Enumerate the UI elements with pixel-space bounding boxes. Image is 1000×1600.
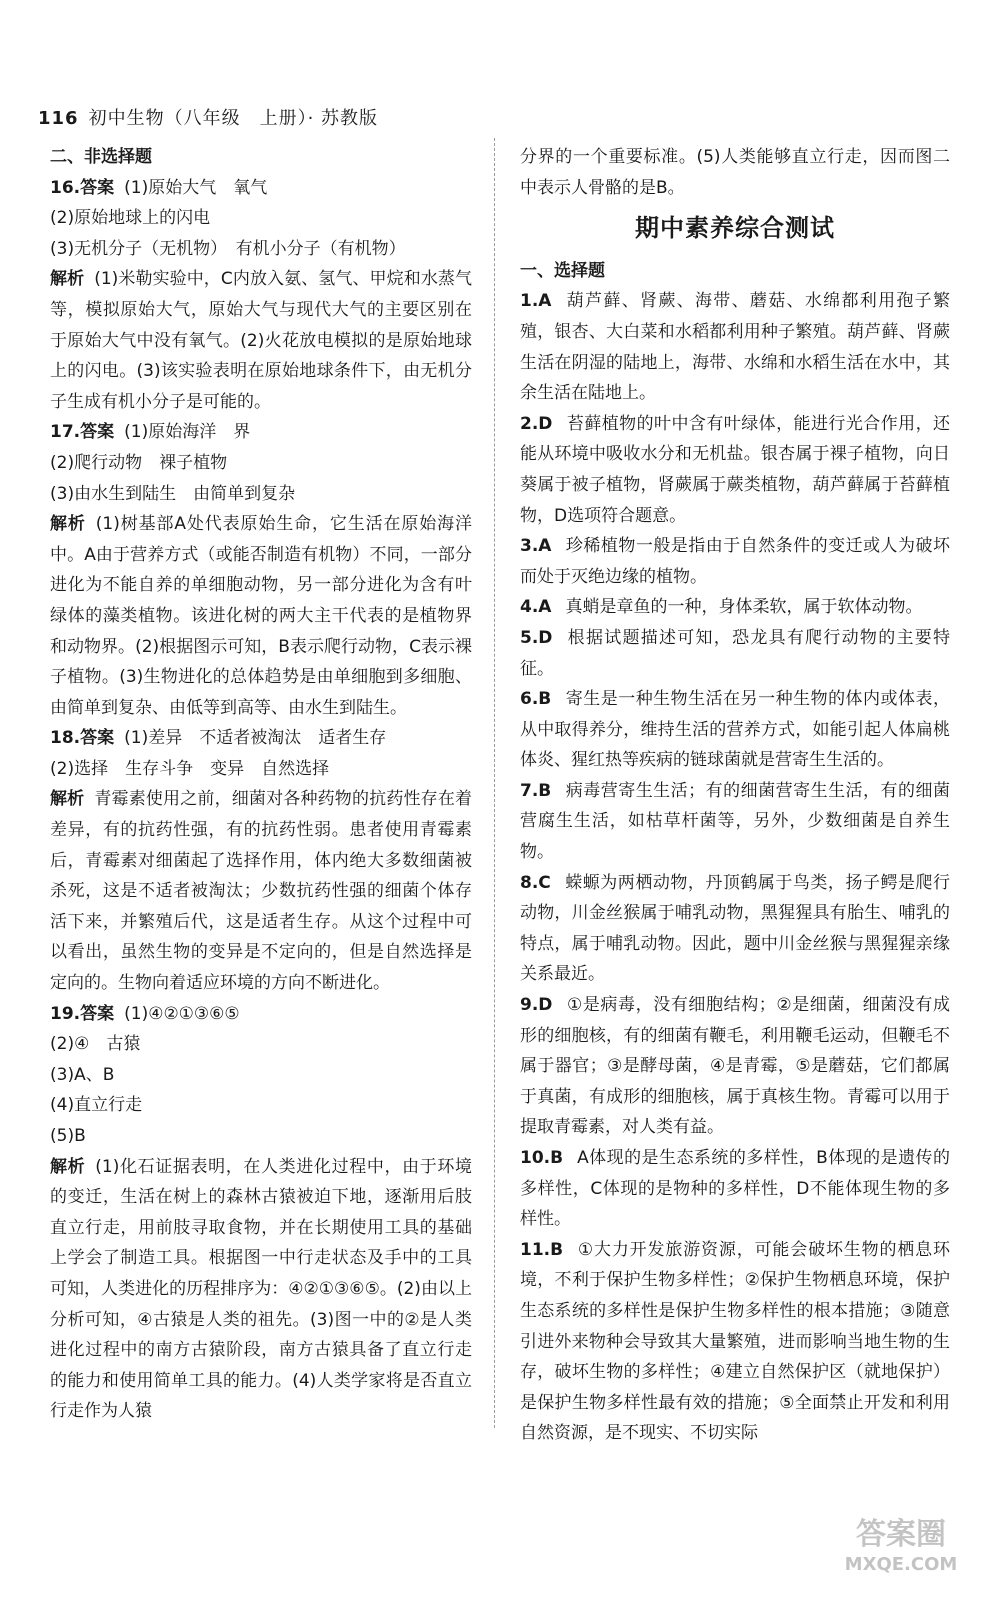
question-number: 19.: [50, 1003, 81, 1024]
choice-explanation: ①是病毒，没有细胞结构；②是细菌，细菌没有成形的细胞核，有的细菌有鞭毛，利用鞭毛运动，但鞭毛不属于器官；③是酵母菌，④是青霉，⑤是蘑菇，它们都属于真菌，有成形的细胞核，属于真核生物。青霉可以用于提取青霉素，对人类有益。: [520, 995, 950, 1138]
choice-number: 5.D: [520, 627, 553, 648]
answer-line: (1)差异 不适者被淘汰 适者生存: [124, 728, 387, 749]
question-number: 17.: [50, 422, 81, 443]
choice-item: [520, 990, 950, 1143]
question-17: [50, 417, 472, 723]
choice-explanation: A体现的是生态系统的多样性，B体现的是遗传的多样性，C体现的是物种的多样性，D不能体现生物的多样性。: [520, 1148, 950, 1230]
right-column: [520, 142, 950, 1449]
answer-label: 答案: [80, 422, 115, 443]
question-19: [50, 999, 472, 1427]
choice-number: 2.D: [520, 413, 553, 434]
choice-item: [520, 623, 950, 684]
explanation-label: 解析: [50, 269, 85, 290]
choice-number: 7.B: [520, 780, 552, 801]
question-16: [50, 173, 472, 418]
book-title: 初中生物（八年级 上册）· 苏教版: [88, 108, 379, 129]
choice-item: [520, 286, 950, 408]
answer-line: (2)原始地球上的闪电: [50, 208, 211, 229]
choice-explanation: 寄生是一种生物生活在另一种生物的体内或体表，从中取得养分，维持生活的营养方式，如能引起人体扁桃体炎、猩红热等疾病的链球菌就是营寄生生活的。: [520, 689, 950, 771]
answer-line: (2)④ 古猿: [50, 1034, 141, 1055]
answer-line: (1)原始海洋 界: [124, 422, 251, 443]
answer-line: (3)无机分子（无机物） 有机小分子（有机物）: [50, 238, 406, 259]
choice-number: 9.D: [520, 995, 553, 1016]
left-column: [50, 142, 472, 1427]
choice-explanation: 葫芦藓、肾蕨、海带、蘑菇、水绵都利用孢子繁殖，银杏、大白菜和水稻都利用种子繁殖。葫芦藓、肾蕨生活在阴湿的陆地上，海带、水绵和水稻生活在水中，其余生活在陆地上。: [520, 291, 950, 404]
answer-line: (3)由水生到陆生 由简单到复杂: [50, 483, 296, 504]
choice-item: [520, 1143, 950, 1235]
watermark-logo: [826, 1508, 976, 1578]
answer-label: 答案: [80, 177, 115, 198]
choice-item: [520, 1235, 950, 1449]
explanation-label: 解析: [50, 514, 86, 535]
column-divider: [494, 138, 495, 1428]
answer-label: 答案: [80, 1003, 115, 1024]
explanation-label: 解析: [50, 1156, 86, 1177]
question-18: [50, 723, 472, 998]
section-title-nonchoice: 二、非选择题: [50, 147, 152, 167]
choice-item: [520, 531, 950, 592]
choice-number: 8.C: [520, 872, 551, 893]
choice-explanation: 根据试题描述可知，恐龙具有爬行动物的主要特征。: [520, 627, 950, 679]
answer-label: 答案: [80, 728, 115, 749]
choice-item: [520, 776, 950, 868]
answer-line: (1)④②①③⑥⑤: [124, 1003, 240, 1024]
choice-number: 6.B: [520, 689, 552, 710]
choice-number: 11.B: [520, 1239, 564, 1260]
explanation-text: (1)化石证据表明，在人类进化过程中，由于环境的变迁，生活在树上的森林古猿被迫下地，逐渐用后肢直立行走，用前肢寻取食物，并在长期使用工具的基础上学会了制造工具。根据图一中行走状态及手中的工具可知，人类进化的历程排序为：④②①③⑥⑤。(2)由以上分析可知，④古猿是人类的祖先。(3)图一中的②是人类进化过程中的南方古猿阶段，南方古猿具备了直立行走的能力和使用简单工具的能力。(4)人类学家将是否直立行走作为人猿: [50, 1156, 472, 1422]
choice-number: 4.A: [520, 597, 552, 618]
explanation-label: 解析: [50, 789, 85, 810]
choice-item: [520, 592, 950, 623]
question-number: 18.: [50, 728, 81, 749]
multiple-choice-list: [520, 286, 950, 1449]
answer-line: (2)爬行动物 裸子植物: [50, 452, 228, 473]
choice-number: 3.A: [520, 536, 552, 557]
watermark-url: MXQE.COM: [844, 1554, 958, 1575]
choice-explanation: 珍稀植物一般是指由于自然条件的变迁或人为破坏而处于灭绝边缘的植物。: [520, 536, 950, 587]
continuation-text: 分界的一个重要标准。(5)人类能够直立行走，因而图二中表示人骨骼的是B。: [520, 147, 950, 198]
choice-item: [520, 868, 950, 990]
explanation-text: (1)树基部A处代表原始生命，它生活在原始海洋中。A由于营养方式（或能否制造有机物）不同，一部分进化为不能自养的单细胞动物，另一部分进化为含有叶绿体的藻类植物。该进化树的两大主干代表的是植物界和动物界。(2)根据图示可知，B表示爬行动物，C表示裸子植物。(3)生物进化的总体趋势是由单细胞到多细胞、由简单到复杂、由低等到高等、由水生到陆生。: [50, 514, 473, 718]
section-title-choice: 一、选择题: [520, 260, 605, 281]
choice-explanation: 病毒营寄生生活；有的细菌营寄生生活，有的细菌营腐生生活，如枯草杆菌等，另外，少数细菌是自养生物。: [520, 780, 950, 863]
choice-number: 10.B: [520, 1148, 564, 1168]
answer-line: (2)选择 生存斗争 变异 自然选择: [50, 758, 330, 779]
answer-line: (4)直立行走: [50, 1095, 143, 1116]
answer-line: (1)原始大气 氧气: [124, 177, 268, 198]
choice-explanation: 真蛸是章鱼的一种，身体柔软，属于软体动物。: [565, 597, 923, 618]
choice-item: [520, 409, 950, 531]
explanation-text: (1)米勒实验中，C内放入氨、氢气、甲烷和水蒸气等，模拟原始大气，原始大气与现代大气的主要区别在于原始大气中没有氧气。(2)火花放电模拟的是原始地球上的闪电。(3)该实验表明在原始地球条件下，由无机分子生成有机小分子是可能的。: [50, 269, 473, 412]
choice-item: [520, 684, 950, 776]
question-number: 16.: [50, 177, 81, 198]
explanation-text: 青霉素使用之前，细菌对各种药物的抗药性存在着差异，有的抗药性强，有的抗药性弱。患者使用青霉素后，青霉素对细菌起了选择作用，体内绝大多数细菌被杀死，这是不适者被淘汰；少数抗药性强的细菌个体存活下来，并繁殖后代，这是适者生存。从这个过程中可以看出，虽然生物的变异是不定向的，但是自然选择是定向的。生物向着适应环境的方向不断进化。: [50, 789, 473, 994]
answer-line: (5)B: [50, 1126, 86, 1146]
page-number: 116: [38, 108, 79, 129]
exam-title: 期中素养综合测试: [635, 214, 835, 243]
watermark-text: 答案圈: [856, 1517, 946, 1552]
choice-explanation: 蝾螈为两栖动物，丹顶鹤属于鸟类，扬子鳄是爬行动物，川金丝猴属于哺乳动物，黑猩猩具有胎生、哺乳的特点，属于哺乳动物。因此，题中川金丝猴与黑猩猩亲缘关系最近。: [520, 872, 950, 985]
choice-explanation: ①大力开发旅游资源，可能会破坏生物的栖息环境，不利于保护生物多样性；②保护生物栖息环境，保护生态系统的多样性是保护生物多样性的根本措施；③随意引进外来物种会导致其大量繁殖，进而影响当地生物的生存，破坏生物的多样性；④建立自然保护区（就地保护）是保护生物多样性最有效的措施；⑤全面禁止开发和利用自然资源，是不现实、不切实际: [520, 1239, 950, 1444]
choice-explanation: 苔藓植物的叶中含有叶绿体，能进行光合作用，还能从环境中吸收水分和无机盐。银杏属于裸子植物，向日葵属于被子植物，肾蕨属于蕨类植物，葫芦藓属于苔藓植物，D选项符合题意。: [520, 413, 950, 526]
choice-number: 1.A: [520, 291, 552, 312]
answer-line: (3)A、B: [50, 1064, 115, 1085]
page-header: [38, 104, 378, 130]
